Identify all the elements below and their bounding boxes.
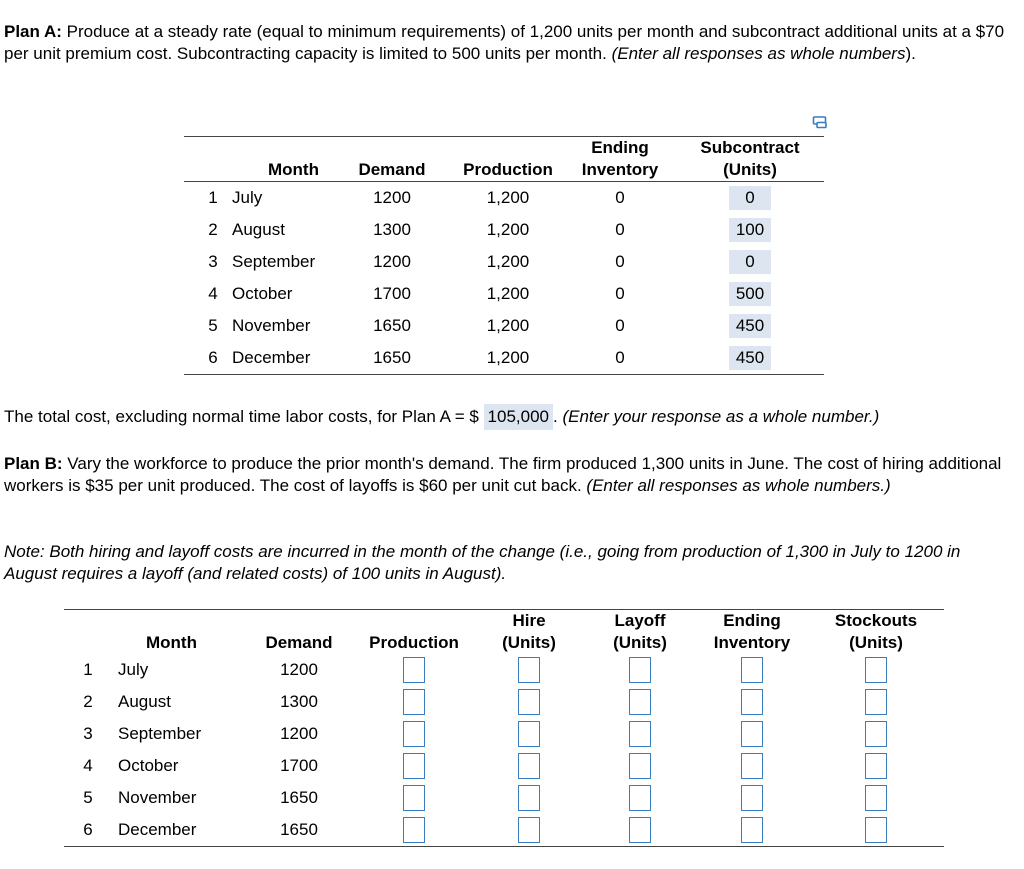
row-number: 5	[208, 316, 218, 335]
ending-inventory-cell: 0	[615, 348, 625, 367]
table-row	[184, 342, 824, 375]
plan-b-label: Plan B:	[4, 454, 63, 473]
header-row	[64, 610, 944, 655]
subcontract-cell	[676, 278, 824, 310]
subcontract-cell	[676, 214, 824, 246]
sub-bottom: (Units)	[723, 160, 777, 179]
hire-cell	[474, 814, 584, 847]
plan-b-instruction: (Enter all responses as whole numbers.)	[586, 476, 891, 495]
hire-input[interactable]	[518, 689, 540, 715]
demand-cell: 1200	[280, 724, 318, 743]
copy-icon[interactable]	[812, 113, 828, 129]
subcontract-cell	[676, 342, 824, 375]
production-cell	[354, 782, 474, 814]
ending-inventory-input[interactable]	[741, 657, 763, 683]
col-production: Production	[369, 633, 459, 652]
col-subcontract	[676, 137, 824, 182]
plan-a-description	[4, 21, 1014, 65]
plan-a-table	[184, 136, 824, 375]
ending-inventory-input[interactable]	[741, 753, 763, 779]
production-input[interactable]	[403, 689, 425, 715]
stockouts-input[interactable]	[865, 689, 887, 715]
hire-input[interactable]	[518, 657, 540, 683]
demand-cell: 1200	[373, 252, 411, 271]
plan-a-label: Plan A:	[4, 22, 62, 41]
row-number: 3	[83, 724, 93, 743]
production-input[interactable]	[403, 721, 425, 747]
subcontract-answer[interactable]: 450	[729, 346, 771, 370]
hire-bottom: (Units)	[502, 633, 556, 652]
table-row	[184, 246, 824, 278]
layoff-input[interactable]	[629, 721, 651, 747]
month-cell: October	[232, 284, 293, 303]
layoff-input[interactable]	[629, 785, 651, 811]
ending-inventory-cell: 0	[615, 316, 625, 335]
plan-a-tail: ).	[905, 44, 916, 63]
stockouts-input[interactable]	[865, 785, 887, 811]
hire-input[interactable]	[518, 785, 540, 811]
production-cell: 1,200	[486, 284, 530, 303]
row-number: 1	[208, 188, 218, 207]
col-month: Month	[268, 160, 319, 179]
month-cell: August	[232, 220, 285, 239]
subcontract-cell	[676, 182, 824, 215]
demand-cell: 1650	[373, 316, 411, 335]
hire-cell	[474, 654, 584, 686]
hire-cell	[474, 782, 584, 814]
stockouts-cell	[808, 654, 944, 686]
stockouts-cell	[808, 750, 944, 782]
col-layoff	[584, 610, 696, 655]
ending-inventory-cell	[696, 718, 808, 750]
hire-cell	[474, 718, 584, 750]
ending-inventory-cell	[696, 686, 808, 718]
layoff-bottom: (Units)	[613, 633, 667, 652]
table-row	[184, 278, 824, 310]
table-row	[184, 182, 824, 215]
hire-top: Hire	[512, 611, 546, 630]
stockouts-input[interactable]	[865, 753, 887, 779]
production-cell	[354, 654, 474, 686]
plan-b-table	[64, 609, 944, 847]
col-production: Production	[463, 160, 553, 179]
col-month: Month	[146, 633, 197, 652]
plan-a-instruction: (Enter all responses as whole numbers	[611, 44, 906, 63]
col-demand: Demand	[358, 160, 426, 179]
demand-cell: 1300	[373, 220, 411, 239]
table-row	[64, 814, 944, 847]
col-demand: Demand	[265, 633, 333, 652]
row-number: 5	[83, 788, 93, 807]
col-ending-inventory	[564, 137, 676, 182]
table-row	[184, 214, 824, 246]
row-number: 6	[83, 820, 93, 839]
table-row	[64, 654, 944, 686]
plan-b-description	[4, 453, 1014, 497]
subcontract-cell	[676, 310, 824, 342]
production-cell: 1,200	[486, 316, 530, 335]
ending-inventory-input[interactable]	[741, 689, 763, 715]
plan-a-text: Produce at a steady rate (equal to minimum requirements) of 1,200 units per month and subcontract additional units at a $70 per unit premium cost. Subcontracting capacity is limited to 500 units per month.	[4, 22, 1005, 63]
hire-input[interactable]	[518, 721, 540, 747]
stock-top: Stockouts	[834, 611, 918, 630]
stockouts-cell	[808, 782, 944, 814]
stockouts-cell	[808, 814, 944, 847]
month-cell: July	[118, 660, 149, 679]
subcontract-answer[interactable]: 450	[729, 314, 771, 338]
month-cell: December	[118, 820, 197, 839]
row-number: 6	[208, 348, 218, 367]
ending-inventory-cell	[696, 814, 808, 847]
hire-cell	[474, 750, 584, 782]
total-cost-instruction: (Enter your response as a whole number.)	[562, 407, 880, 426]
ending-inventory-cell	[696, 750, 808, 782]
table-row	[64, 750, 944, 782]
sub-top: Subcontract	[700, 138, 800, 157]
col-ending-inventory	[696, 610, 808, 655]
ending-bottom: Inventory	[581, 160, 659, 179]
production-cell	[354, 814, 474, 847]
production-cell: 1,200	[486, 348, 530, 367]
demand-cell: 1650	[280, 788, 318, 807]
table-row	[64, 782, 944, 814]
table-row	[64, 686, 944, 718]
layoff-input[interactable]	[629, 689, 651, 715]
stockouts-input[interactable]	[865, 817, 887, 843]
month-cell: September	[118, 724, 202, 743]
layoff-input[interactable]	[629, 657, 651, 683]
demand-cell: 1650	[280, 820, 318, 839]
row-number: 1	[83, 660, 93, 679]
production-cell	[354, 750, 474, 782]
month-cell: November	[118, 788, 197, 807]
stock-bottom: (Units)	[849, 633, 903, 652]
subcontract-answer[interactable]: 500	[729, 282, 771, 306]
stockouts-input[interactable]	[865, 657, 887, 683]
layoff-cell	[584, 654, 696, 686]
hire-cell	[474, 686, 584, 718]
ending-top: Ending	[591, 138, 649, 157]
plan-b-text: Vary the workforce to produce the prior month's demand. The firm produced 1,300 units in June. The cost of hiring additional workers is $35 per unit produced. The cost of layoffs is $60 per unit cut back.	[4, 454, 1002, 495]
plan-b-note: Note: Both hiring and layoff costs are incurred in the month of the change (i.e., going from production of 1,300 in July to 1200 in August requires a layoff (and related costs) of 100 units in August).	[4, 542, 961, 583]
total-cost-prefix: The total cost, excluding normal time labor costs, for Plan A = $	[4, 407, 484, 426]
layoff-cell	[584, 686, 696, 718]
ending-inventory-cell	[696, 782, 808, 814]
demand-cell: 1700	[373, 284, 411, 303]
ending-inventory-input[interactable]	[741, 817, 763, 843]
demand-cell: 1200	[280, 660, 318, 679]
total-cost-line	[4, 404, 879, 430]
ending-inventory-input[interactable]	[741, 721, 763, 747]
stockouts-cell	[808, 686, 944, 718]
stockouts-input[interactable]	[865, 721, 887, 747]
month-cell: December	[232, 348, 311, 367]
row-number: 2	[208, 220, 218, 239]
layoff-input[interactable]	[629, 817, 651, 843]
month-cell: September	[232, 252, 316, 271]
ending-inventory-cell: 0	[615, 284, 625, 303]
col-stockouts	[808, 610, 944, 655]
subcontract-cell	[676, 246, 824, 278]
production-cell: 1,200	[486, 252, 530, 271]
stockouts-cell	[808, 718, 944, 750]
ending-inventory-cell: 0	[615, 252, 625, 271]
production-cell: 1,200	[486, 220, 530, 239]
ending-bottom: Inventory	[713, 633, 791, 652]
layoff-input[interactable]	[629, 753, 651, 779]
row-number: 2	[83, 692, 93, 711]
header-row	[184, 137, 824, 182]
month-cell: July	[232, 188, 263, 207]
production-cell: 1,200	[486, 188, 530, 207]
demand-cell: 1700	[280, 756, 318, 775]
month-cell: August	[118, 692, 171, 711]
layoff-cell	[584, 718, 696, 750]
subcontract-answer[interactable]: 0	[729, 250, 771, 274]
ending-inventory-cell	[696, 654, 808, 686]
total-cost-answer[interactable]: 105,000	[484, 404, 553, 430]
production-input[interactable]	[403, 785, 425, 811]
subcontract-answer[interactable]: 0	[729, 186, 771, 210]
layoff-cell	[584, 814, 696, 847]
production-input[interactable]	[403, 657, 425, 683]
ending-inventory-cell: 0	[615, 188, 625, 207]
row-number: 4	[83, 756, 93, 775]
row-number: 4	[208, 284, 218, 303]
month-cell: November	[232, 316, 311, 335]
production-cell	[354, 718, 474, 750]
production-input[interactable]	[403, 817, 425, 843]
ending-top: Ending	[723, 611, 781, 630]
month-cell: October	[118, 756, 179, 775]
production-cell	[354, 686, 474, 718]
demand-cell: 1300	[280, 692, 318, 711]
demand-cell: 1200	[373, 188, 411, 207]
ending-inventory-input[interactable]	[741, 785, 763, 811]
production-input[interactable]	[403, 753, 425, 779]
layoff-cell	[584, 750, 696, 782]
ending-inventory-cell: 0	[615, 220, 625, 239]
col-hire	[474, 610, 584, 655]
hire-input[interactable]	[518, 817, 540, 843]
row-number: 3	[208, 252, 218, 271]
layoff-top: Layoff	[614, 611, 666, 630]
table-row	[184, 310, 824, 342]
total-cost-suffix: .	[553, 407, 563, 426]
table-row	[64, 718, 944, 750]
layoff-cell	[584, 782, 696, 814]
subcontract-answer[interactable]: 100	[729, 218, 771, 242]
demand-cell: 1650	[373, 348, 411, 367]
hire-input[interactable]	[518, 753, 540, 779]
